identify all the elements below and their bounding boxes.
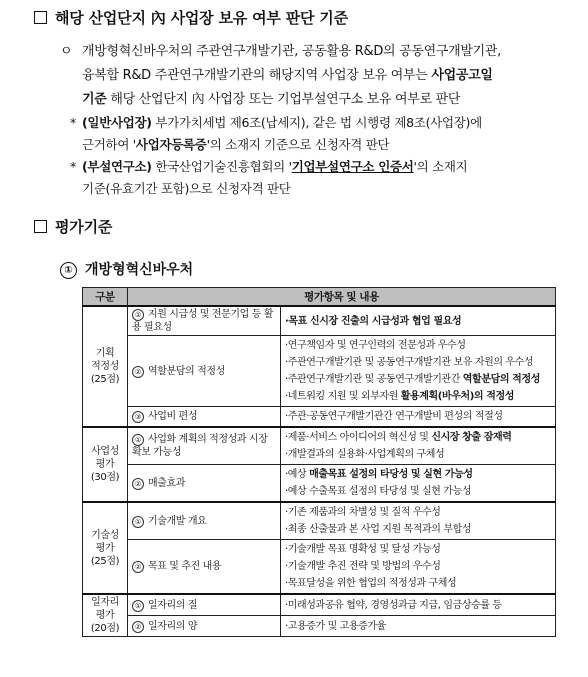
item-cell [128,427,281,465]
table-row [83,427,556,465]
content-text: ·기술개발 추진 전략 및 방법의 우수성 [285,561,441,572]
category-cell [83,594,128,637]
note2-text-b: 한국산업기술진흥협회의 ' [151,159,292,174]
category-label: 일자리 [91,597,119,608]
content-text: ·예상 수출목표 설정의 타당성 및 실현 가능성 [285,486,472,497]
note-lab-cont [70,178,482,200]
note-general [70,112,482,134]
content-line [285,618,551,635]
table-header-row [83,288,556,307]
content-cell [281,616,556,637]
content-text: ·목표 신시장 진출의 시급성과 협업 필요성 [285,315,462,327]
item-cell [128,594,281,616]
content-emphasis: 역할분담의 적정성 [462,374,540,385]
item-label: 목표 및 추진 내용 [148,561,222,572]
note-star: * [70,115,76,130]
content-line [285,483,551,500]
category-label: (25점) [90,555,120,567]
circled-number-icon: ① [132,600,144,612]
category-label: (30점) [90,472,120,483]
note1-text-e: '의 소재지 기준으로 신청자격 판단 [206,137,390,152]
table-row [83,306,556,336]
content-text: ·연구책임자 및 연구인력의 전문성과 우수성 [285,340,466,351]
content-line [285,388,551,405]
table-row [83,407,556,428]
content-line [285,575,551,592]
content-line [285,408,551,425]
paragraph-line-3 [60,88,501,112]
bullet-icon: ㅇ [60,44,73,59]
note2-highlight: 기업부설연구소 인증서 [291,159,414,174]
note-lab [70,156,482,178]
subsection-heading [60,259,193,279]
category-label: 적정성 [91,361,119,372]
content-text: ·주관연구개발기관 및 공동연구개발기관간 [285,374,463,385]
item-label: 역할분담의 적정성 [148,365,225,377]
note2-text-d: '의 소재지 [413,159,468,174]
content-line [285,541,551,558]
note2-text-e: 기준(유효기간 포함)으로 신청자격 판단 [82,181,291,196]
content-cell [281,465,556,503]
content-text: ·주관연구개발기관 및 공동연구개발기관 보유 자원의 우수성 [285,357,534,368]
section2-title: 평가기준 [55,218,113,236]
table-row [83,540,556,595]
content-cell [281,427,556,465]
item-cell [128,540,281,595]
content-text: ·최종 산출물과 본 사업 지원 목적과의 부합성 [285,524,472,535]
item-cell [128,407,281,428]
content-line [285,337,551,354]
content-text: ·제품·서비스 아이디어의 혁신성 및 [285,432,432,443]
content-cell [281,594,556,616]
category-label: 기술성 [91,529,119,541]
content-line [285,446,551,463]
header-category: 구분 [83,288,128,307]
checkbox-square-icon [34,11,47,24]
content-cell [281,502,556,540]
paragraph-text-3a: 기준 [82,92,107,107]
checkbox-square-icon [34,220,47,233]
note1-text-c: 근거하여 ' [82,137,136,152]
content-emphasis: 신시장 창출 잠재력 [431,432,512,443]
content-text: ·예상 [285,469,310,480]
note1-label: (일반사업장) [82,115,152,130]
note2-label: (부설연구소) [82,159,152,174]
content-text: ·기술개발 목표 명확성 및 달성 가능성 [285,544,441,555]
category-cell [83,306,128,427]
section2-heading [34,216,112,237]
circled-number-icon: ③ [132,411,144,423]
category-label: 평가 [95,459,115,470]
item-cell [128,616,281,637]
table-row [83,594,556,616]
content-emphasis: 매출목표 설정의 타당성 및 실현 가능성 [309,469,473,480]
content-line [285,371,551,388]
content-cell [281,336,556,407]
paragraph-text-2a: 융복합 R&D 주관연구개발기관의 해당지역 사업장 보유 여부는 [82,68,432,83]
category-label: (25점) [90,374,120,385]
paragraph-line-2 [60,64,501,88]
item-label: 사업화 계획의 적정성과 시장 확보 가능성 [132,434,268,458]
circled-number-icon: ① [60,262,77,279]
section1-heading [34,7,348,28]
content-cell [281,407,556,428]
item-label: 지원 시급성 및 전문기업 등 활용 필요성 [132,309,274,333]
section1-title: 해당 산업단지 內 사업장 보유 여부 판단 기준 [55,9,348,27]
content-line [285,429,551,446]
item-label: 매출효과 [148,477,186,489]
item-label: 일자리의 질 [148,599,198,611]
item-label: 사업비 편성 [148,411,198,422]
paragraph-line-1 [60,40,501,64]
content-text: ·목표달성을 위한 협업의 적정성과 구체성 [285,578,457,589]
note1-text: 부가가치세법 제6조(납세지), 같은 법 시행령 제8조(사업장)에 [151,115,482,130]
note1-highlight: 사업자등록증 [135,137,207,152]
category-label: 사업성 [91,446,119,457]
content-line [285,521,551,538]
content-text: ·미래성과공유 협약, 경영성과급 지급, 임금상승률 등 [285,599,502,611]
category-cell [83,427,128,502]
item-cell [128,502,281,540]
content-line [285,354,551,371]
item-cell [128,465,281,503]
note-general-cont [70,134,482,156]
circled-number-icon: ② [132,561,144,573]
circled-number-icon: ① [132,309,144,321]
paragraph-text-1: 개방형혁신바우처의 주관연구개발기관, 공동활용 R&D의 공동연구개발기관, [82,44,502,59]
category-label: 기획 [95,348,115,359]
table-row [83,336,556,407]
subsection-title: 개방형혁신바우처 [85,262,194,278]
circled-number-icon: ② [132,478,144,490]
content-line [285,313,551,330]
circled-number-icon: ② [132,621,144,633]
category-label: (20점) [90,623,120,634]
content-text: ·고용증가 및 고용증가율 [285,620,386,632]
category-label: 평가 [95,610,115,621]
circled-number-icon: ① [132,516,144,528]
paragraph-text-3b: 해당 산업단지 內 사업장 또는 기업부설연구소 보유 여부로 판단 [106,92,461,107]
content-line [285,466,551,483]
header-items: 평가항목 및 내용 [128,288,556,307]
item-cell [128,336,281,407]
content-text: ·기존 제품과의 차별성 및 질적 우수성 [285,507,441,518]
table-row [83,465,556,503]
note-star: * [70,159,76,174]
content-cell [281,306,556,336]
evaluation-table [82,287,556,637]
content-line [285,597,551,614]
table-row [83,616,556,637]
content-emphasis: 활용계획(바우처)의 적정성 [400,391,515,402]
content-text: ·주관·공동연구개발기관간 연구개발비 편성의 적절성 [285,411,503,422]
content-line [285,504,551,521]
item-label: 일자리의 양 [148,620,198,632]
circled-number-icon: ② [132,366,144,378]
category-cell [83,502,128,594]
content-cell [281,540,556,595]
content-text: ·네트워킹 지원 및 외부자원 [285,391,401,402]
category-label: 평가 [95,542,115,554]
section1-paragraph [60,40,501,112]
table-row [83,502,556,540]
paragraph-text-2b: 사업공고일 [431,68,493,83]
section1-notes [70,112,482,200]
content-line [285,558,551,575]
circled-number-icon: ① [132,434,144,446]
item-label: 기술개발 개요 [148,515,207,527]
content-text: ·개발결과의 실용화·사업계획의 구체성 [285,449,445,460]
item-cell [128,306,281,336]
